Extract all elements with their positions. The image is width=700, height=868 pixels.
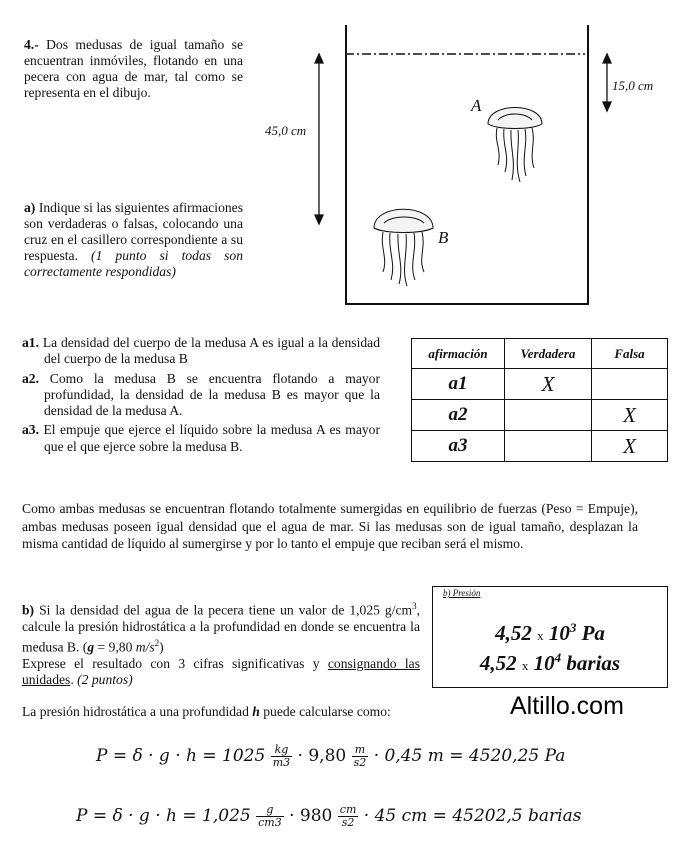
- false-cell: [592, 369, 668, 400]
- answer-box: [432, 586, 668, 688]
- fraction: $\frac{g}{cm3}$: [258, 803, 282, 829]
- jellyfish-a-icon: [488, 108, 542, 183]
- question-intro: [24, 37, 243, 101]
- statement-item: a2. Como la medusa B se encuentra flotando a mayor profundidad, la densidad de la medusa B es mayor que la densidad de la medusa A.: [22, 370, 380, 419]
- pressure-intro: La presión hidrostática a una profundidad h puede calcularse como:: [22, 704, 391, 719]
- table-header-row: [412, 339, 668, 369]
- true-cell: [505, 400, 592, 431]
- fraction: $\frac{m}{s2}$: [353, 743, 367, 769]
- part-a-instructions: [24, 200, 243, 280]
- part-a-points: (1 punto si todas son correctamente respondidas): [24, 248, 243, 279]
- true-cell: X: [505, 369, 592, 400]
- false-cell: X: [592, 431, 668, 462]
- answer-table: [411, 338, 668, 462]
- jellyfish-b-label: B: [438, 228, 449, 247]
- row-label: a3: [412, 431, 505, 462]
- depth-label-15: 15,0 cm: [612, 78, 654, 93]
- true-cell: [505, 431, 592, 462]
- answer-box-title: b) Presión: [443, 588, 481, 598]
- table-row: [412, 400, 668, 431]
- question-number: 4.-: [24, 37, 39, 52]
- table-header: afirmación: [412, 339, 505, 369]
- row-label: a2: [412, 400, 505, 431]
- fraction: $\frac{kg}{m3}$: [272, 743, 291, 769]
- formula-cgs: P = δ · g · h = 1,025 $\frac{g}{cm3}$ · 980 $\frac{cm}{s2}$ · 45 cm = 45202,5 barias: [76, 803, 582, 829]
- statement-item: a3. El empuje que ejerce el líquido sobre la medusa A es mayor que el que ejerce sobre la medusa B.: [22, 422, 380, 454]
- jellyfish-a-label: A: [471, 96, 482, 115]
- table-row: [412, 431, 668, 462]
- depth-arrow-15: [603, 54, 611, 111]
- explanation-paragraph: Como ambas medusas se encuentran flotando totalmente sumergidas en equilibrio de fuerzas (Peso = Empuje), ambas medusas poseen igual densidad que el agua de mar. Si las medusas son de igual tamaño, desplazan la misma cantidad de líquido al sumergirse y por lo tanto el empuje que reciban será el mismo.: [22, 501, 638, 551]
- tank-figure-drawing: [250, 20, 680, 320]
- watermark: Altillo.com: [510, 692, 624, 720]
- part-a-text: Indique si las siguientes afirmaciones son verdaderas o falsas, colocando una cruz en el casillero correspondiente a su respuesta.: [24, 200, 243, 263]
- table-header: Verdadera: [505, 339, 592, 369]
- table-header: Falsa: [592, 339, 668, 369]
- formula-si: P = δ · g · h = 1025 $\frac{kg}{m3}$ · 9,80 $\frac{m}{s2}$ · 0,45 m = 4520,25 Pa: [96, 743, 566, 769]
- false-cell: X: [592, 400, 668, 431]
- depth-arrow-45: [315, 54, 323, 224]
- statements-list: [22, 335, 380, 455]
- answer-pascal: 4,52 x $10^3$ Pa: [495, 620, 605, 645]
- answer-barias: 4,52 x $10^4$ barias: [479, 650, 621, 675]
- table-row: [412, 369, 668, 400]
- part-b-question: b) Si la densidad del agua de la pecera tiene un valor de 1,025 $g/cm^3$, calcule la presión hidrostática a la profundidad en donde se encuentra la medusa B. (g = 9,80 $m/s^2$) Exprese el resultado con 3 cifras significativas y consignando las unidades. (2 puntos): [22, 601, 421, 688]
- statement-item: a1. La densidad del cuerpo de la medusa A es igual a la densidad del cuerpo de la medusa B: [22, 335, 381, 367]
- question-intro-text: Dos medusas de igual tamaño se encuentran inmóviles, flotando en una pecera con agua de mar, tal como se representa en el dibujo.: [24, 37, 243, 100]
- fraction: $\frac{cm}{s2}$: [339, 803, 357, 829]
- row-label: a1: [412, 369, 505, 400]
- depth-label-45: 45,0 cm: [265, 123, 307, 138]
- jellyfish-b-icon: [374, 209, 433, 286]
- part-a-label: a): [24, 200, 36, 215]
